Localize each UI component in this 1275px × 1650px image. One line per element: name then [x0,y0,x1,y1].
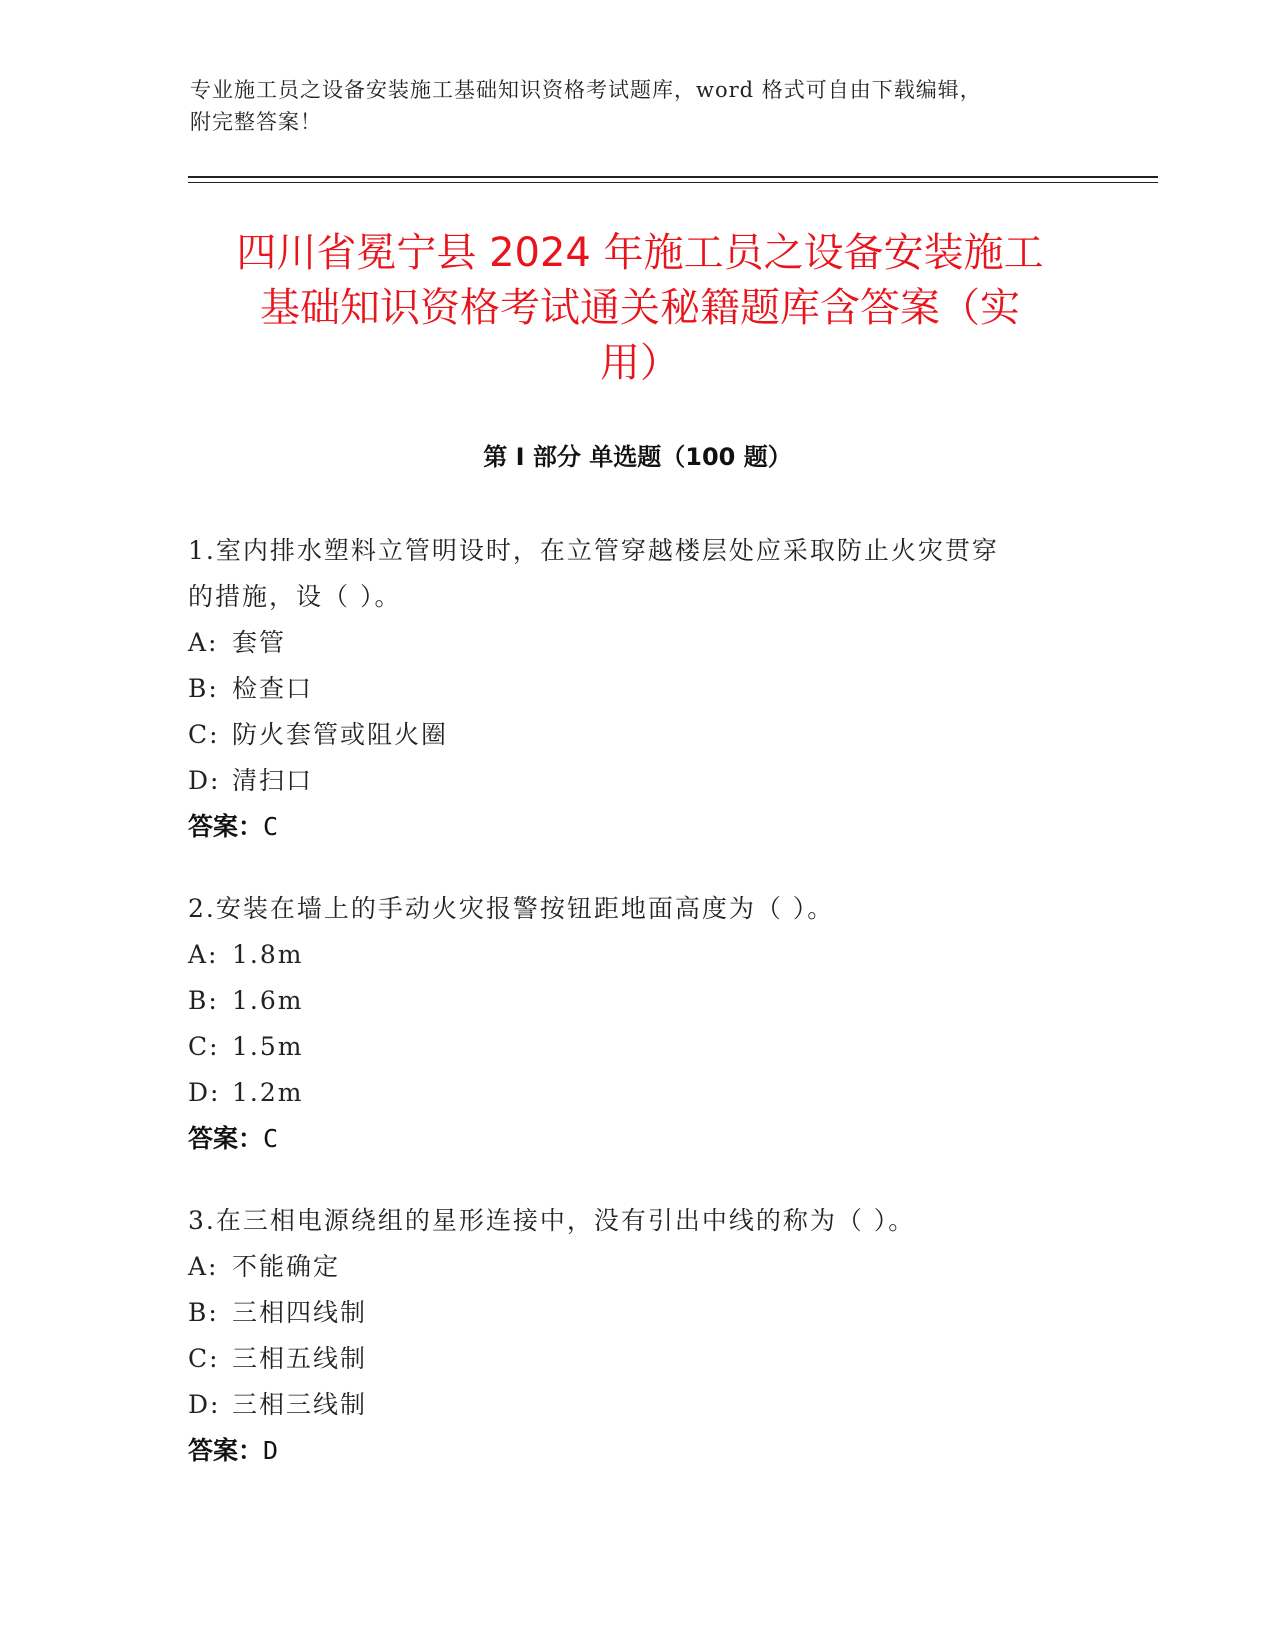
option-text: 三相五线制 [232,1344,368,1373]
option-b [188,666,1068,712]
option-c [188,1336,1068,1382]
question-stem-line: 的措施，设（ ）。 [188,582,402,611]
option-c [188,712,1068,758]
option-c [188,1024,1068,1070]
option-text: 套管 [232,628,287,657]
answer-value: C [263,812,279,841]
option-b [188,1290,1068,1336]
answer [188,1116,1068,1162]
section-heading: 第 I 部分 单选题（100 题） [483,443,792,471]
header-note-line-2: 附完整答案！ [190,110,322,134]
option-key: C: [188,1344,220,1373]
question-list [188,528,1068,1510]
option-key: B: [188,986,219,1015]
option-key: C: [188,720,220,749]
document-title-line-3: 用） [600,340,680,386]
header-note [190,74,1090,138]
option-a [188,1244,1068,1290]
option-key: B: [188,1298,219,1327]
option-text: 防火套管或阻火圈 [232,720,449,749]
option-key: D: [188,1390,221,1419]
header-rule-thin [188,182,1158,183]
answer [188,804,1068,850]
option-d [188,1070,1068,1116]
option-key: A: [188,628,219,657]
option-d [188,1382,1068,1428]
question-2 [188,886,1068,1162]
option-key: A: [188,1252,219,1281]
option-key: A: [188,940,219,969]
option-a [188,932,1068,978]
document-title-line-2: 基础知识资格考试通关秘籍题库含答案（实 [260,285,1020,331]
answer-label: 答案： [188,1436,264,1465]
answer-label: 答案： [188,812,264,841]
question-stem [188,886,1068,932]
option-text: 不能确定 [232,1252,341,1281]
option-key: C: [188,1032,220,1061]
option-key: D: [188,766,221,795]
option-b [188,978,1068,1024]
answer-value: C [263,1124,279,1153]
option-a [188,620,1068,666]
option-text: 三相四线制 [232,1298,368,1327]
document-title [175,226,1105,391]
option-text: 1.8m [232,940,304,969]
option-text: 1.2m [232,1078,304,1107]
question-3 [188,1198,1068,1474]
option-text: 清扫口 [232,766,314,795]
option-text: 三相三线制 [232,1390,368,1419]
question-stem-line: 2.安装在墙上的手动火灾报警按钮距地面高度为（ ）。 [188,894,835,923]
question-stem [188,1198,1068,1244]
option-text: 1.6m [232,986,304,1015]
answer-value: D [263,1436,279,1465]
answer-label: 答案： [188,1124,264,1153]
question-stem-line: 3.在三相电源绕组的星形连接中，没有引出中线的称为（ ）。 [188,1206,916,1235]
document-title-line-1: 四川省冕宁县 2024 年施工员之设备安装施工 [236,230,1044,276]
option-d [188,758,1068,804]
option-key: D: [188,1078,221,1107]
header-rule-thick [188,176,1158,178]
option-key: B: [188,674,219,703]
answer [188,1428,1068,1474]
option-text: 1.5m [232,1032,304,1061]
option-text: 检查口 [232,674,314,703]
header-note-line-1: 专业施工员之设备安装施工基础知识资格考试题库，word 格式可自由下载编辑， [190,78,982,102]
question-stem [188,528,1068,620]
question-1 [188,528,1068,850]
question-stem-line: 1.室内排水塑料立管明设时，在立管穿越楼层处应采取防止火灾贯穿 [188,536,999,565]
